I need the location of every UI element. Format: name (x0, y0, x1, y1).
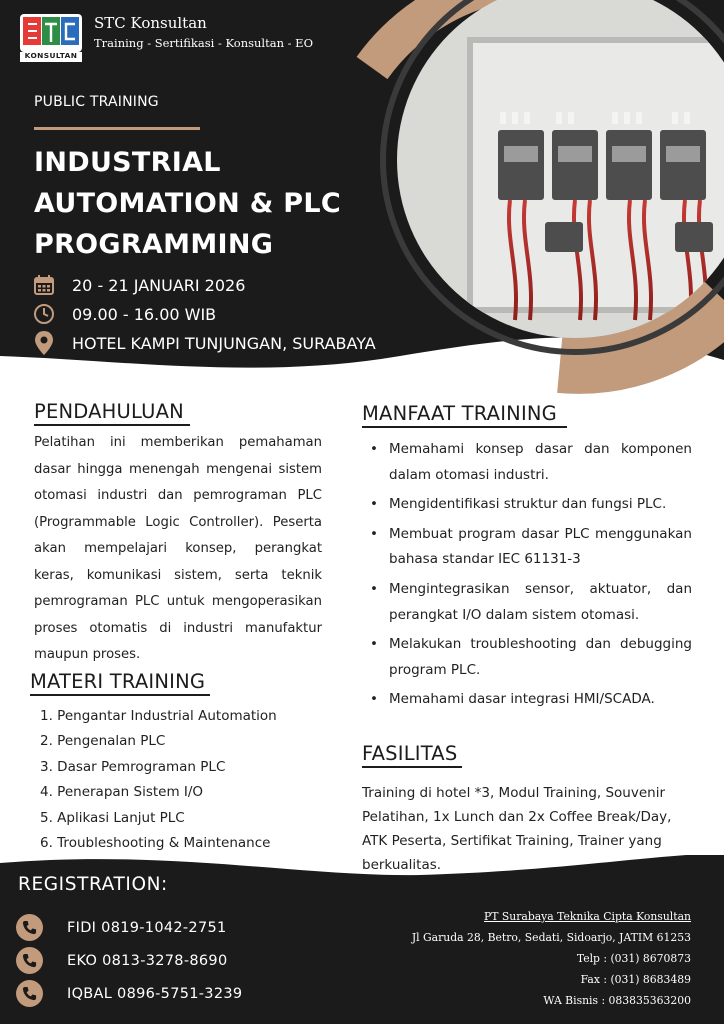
title-line-1: INDUSTRIAL (34, 147, 221, 178)
contact-fidi[interactable]: FIDI 0819-1042-2751 (67, 919, 227, 936)
company-name[interactable]: PT Surabaya Teknika Cipta Konsultan (483, 910, 691, 923)
contact-iqbal[interactable]: IQBAL 0896-5751-3239 (67, 985, 243, 1002)
list-item: 6. Troubleshooting & Maintenance (40, 835, 271, 852)
brand-name: STC Konsultan (94, 14, 207, 32)
phone-icon (16, 914, 43, 941)
materi-heading: MATERI TRAINING (30, 670, 206, 693)
phone-icon (16, 980, 43, 1007)
materi-list (40, 704, 277, 856)
list-item: 5. Aplikasi Lanjut PLC (40, 809, 185, 826)
manfaat-heading: MANFAAT TRAINING (362, 402, 557, 425)
title-line-3: PROGRAMMING (34, 229, 274, 260)
event-time-row (32, 302, 216, 326)
phone-icon (16, 947, 43, 974)
fasilitas-underline (362, 766, 462, 768)
title-line-2: AUTOMATION & PLC (34, 188, 341, 219)
pendahuluan-underline (34, 424, 190, 426)
pendahuluan-heading: PENDAHULUAN (34, 400, 184, 423)
manfaat-underline (362, 426, 567, 428)
list-item: • Mengintegrasikan sensor, aktuator, dan perangkat I/O dalam sistem otomasi. (370, 577, 692, 628)
registration-heading: REGISTRATION: (18, 874, 168, 895)
event-date: 20 - 21 JANUARI 2026 (72, 275, 246, 295)
list-item: 4. Penerapan Sistem I/O (40, 784, 204, 801)
location-pin-icon (32, 331, 56, 355)
company-telp: Telp : (031) 8670873 (576, 952, 691, 965)
fasilitas-heading: FASILITAS (362, 742, 458, 765)
list-item: • Membuat program dasar PLC menggunakan bahasa standar IEC 61131-3 (370, 522, 692, 573)
kicker-divider (34, 127, 200, 130)
list-item: 1. Pengantar Industrial Automation (40, 708, 277, 724)
list-item: • Memahami dasar integrasi HMI/SCADA. (370, 687, 692, 713)
company-address: Jl Garuda 28, Betro, Sedati, Sidoarjo, JATIM 61253 (411, 931, 691, 944)
company-fax: Fax : (031) 8683489 (580, 973, 691, 986)
contact-row[interactable] (16, 947, 227, 974)
brand-tagline: Training - Sertifikasi - Konsultan - EO (94, 36, 314, 50)
company-info (412, 906, 691, 1011)
manfaat-list (370, 437, 692, 717)
contact-row[interactable] (16, 980, 242, 1007)
company-wa: WA Bisnis : 083835363200 (543, 994, 691, 1007)
clock-icon (32, 302, 56, 326)
event-kicker: PUBLIC TRAINING (34, 94, 159, 110)
contact-row[interactable] (16, 914, 227, 941)
event-venue: HOTEL KAMPI TUNJUNGAN, SURABAYA (72, 333, 376, 353)
fasilitas-text: Training di hotel *3, Modul Training, Souvenir Pelatihan, 1x Lunch dan 2x Coffee Break/Day, ATK Peserta, Sertifikat Training, Trainer yang berkualitas. (362, 785, 672, 873)
event-time: 09.00 - 16.00 WIB (72, 304, 217, 324)
event-title (34, 142, 414, 265)
logo-caption: KONSULTAN (24, 51, 78, 60)
list-item: 2. Pengenalan PLC (40, 733, 166, 750)
list-item: • Melakukan troubleshooting dan debugging program PLC. (370, 632, 692, 683)
pendahuluan-text: Pelatihan ini memberikan pemahaman dasar hingga menengah mengenai sistem otomasi industri dan pemrograman PLC (Programmable Logic Controller). Peserta akan mempelajari konsep, perangkat keras, komunikasi sistem, serta teknik pemrograman PLC untuk mengoperasikan proses otomatis di industri manufaktur maupun proses. (34, 435, 322, 662)
event-venue-row (32, 331, 376, 355)
contact-eko[interactable]: EKO 0813-3278-8690 (67, 952, 228, 969)
list-item: 3. Dasar Pemrograman PLC (40, 758, 226, 775)
materi-underline (30, 694, 210, 696)
event-date-row (32, 273, 245, 297)
calendar-icon (32, 273, 56, 297)
list-item: • Memahami konsep dasar dan komponen dalam otomasi industri. (370, 437, 692, 488)
list-item: • Mengidentifikasi struktur dan fungsi PLC. (370, 492, 692, 518)
